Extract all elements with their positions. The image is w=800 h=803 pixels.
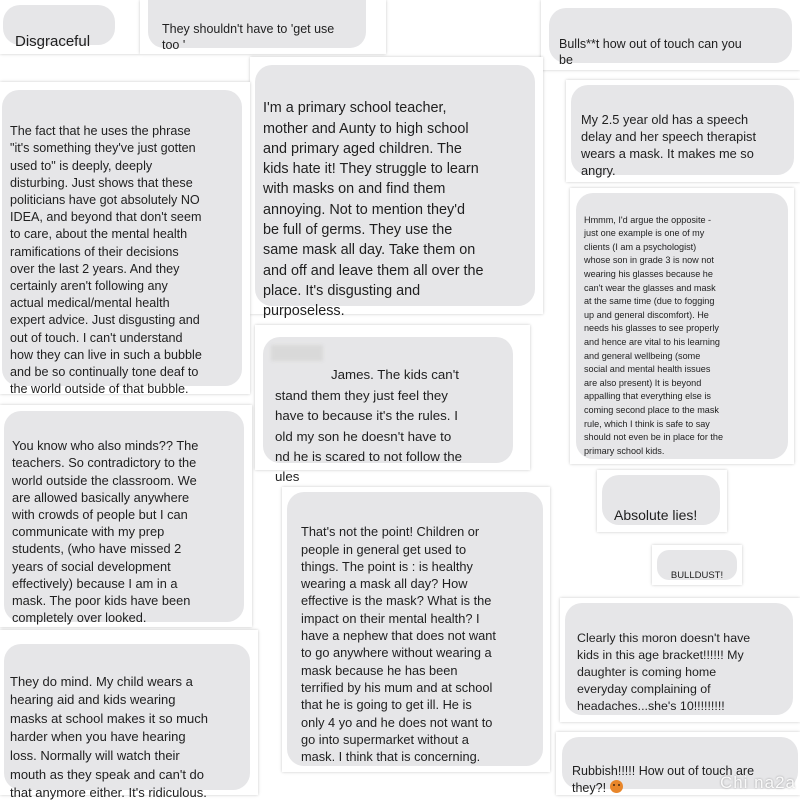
comment-text: That's not the point! Children or people in general get used to things. The point is : is healthy wearing a mask all day? How effective is the mask? What is the impact on their mental health? I have a nephew that does not want to go anywhere without wearing a mask because he has been terrified by his mum and at school that he is going to get ill. He is only 4 yo and he does not want to go into supermarket without a mask. I think that is concerning. [301, 524, 496, 765]
comment-bubble [4, 644, 250, 801]
comment-text: Absolute lies! [614, 507, 698, 523]
comment-bubble [565, 603, 793, 715]
comment-card-bulldust [652, 545, 742, 585]
comment-text: The fact that he uses the phrase "it's something they've just gotten used to" is deeply, deeply disturbing. Just shows that these politicians have got absolutely NO IDEA, and beyond that don't seem to care, about the mental health ramifications of their decisions over the last 2 years. And they certainly aren't following any actual medical/mental health expert advice. Just disgusting and out of touch. I can't understand how they can live in such a bubble and be so continually tone deaf to the world outside of that bubble. [10, 124, 202, 397]
comment-card-bulls-out-of-touch [541, 0, 800, 70]
comment-card-psychologist [570, 188, 794, 464]
comment-bubble [571, 85, 794, 178]
comment-text: My 2.5 year old has a speech delay and her speech therapist wears a mask. It makes me so angry. [581, 112, 757, 178]
comment-text: Disgraceful [15, 33, 91, 50]
comment-bubble [549, 8, 792, 67]
comment-bubble [3, 5, 115, 50]
watermark: Chi na2a [719, 773, 796, 792]
comment-card-shouldnt-have-to [140, 0, 386, 54]
comment-bubble [255, 65, 535, 320]
comment-card-primary-teacher [250, 57, 543, 320]
comment-text: Rubbish!!!!! How out of touch are they?! [572, 764, 755, 795]
comment-text: Clearly this moron doesn't have kids in this age bracket!!!!!! My daughter is coming home everyday complaining of headaches...she's 10!!!!!!!!! [577, 631, 751, 713]
comment-bubble [2, 90, 242, 397]
comment-bubble [657, 550, 737, 580]
comment-text: Bulls**t how out of touch can you be [559, 37, 742, 67]
comment-bubble [602, 475, 720, 525]
comment-card-deeply-disturbing [0, 82, 250, 397]
comment-card-absolute-lies [597, 470, 727, 532]
comment-text: BULLDUST! [670, 570, 724, 581]
comment-text: You know who also minds?? The teachers. So contradictory to the world outside the classroom. We are allowed basically anywhere with crowds of people but I can communicate with my prep students, (who have missed 2 years of social development effectively) because I am in a mask. The poor kids have been completely over looked. [12, 438, 199, 626]
comment-card-teachers-mind [0, 405, 252, 627]
angry-face-icon [610, 780, 623, 793]
comment-card-moron [560, 598, 800, 722]
comment-text: They do mind. My child wears a hearing aid and kids wearing masks at school makes it so much harder when you have hearing loss. Normally will watch their mouth as they speak and can't do that anymore either. It's ridiculous. [10, 673, 208, 801]
comment-bubble [148, 0, 366, 52]
comment-bubble [576, 193, 788, 459]
comment-bubble [4, 411, 244, 626]
comment-card-not-the-point [282, 487, 550, 772]
comment-text: James. The kids can't stand them they just feel they have to because it's the rules. I old my son he doesn't have to nd he is scared to not follow the ules [275, 367, 463, 485]
comment-card-disgraceful [0, 0, 140, 54]
comment-card-speech-delay [566, 80, 800, 182]
comment-text: They shouldn't have to 'get use too ' [162, 22, 335, 52]
comment-text: Hmmm, I'd argue the opposite - just one example is one of my clients (I am a psychologist) whose son in grade 3 is now not wearing his glasses because he can't wear the glasses and mask at the same time (due to fogging up and general discomfort). He needs his glasses to see properly and hence are vital to his learning and general wellbeing (some social and mental health issues are also present) It is beyond appalling that everything else is coming second place to the mask rule, which I think is safe to say should not even be in place for the primary school kids. [584, 214, 724, 456]
comment-bubble [287, 492, 543, 766]
comment-card-hearing-aid [0, 630, 258, 801]
comment-card-james [255, 325, 530, 485]
redacted-name [271, 345, 323, 361]
comment-text: I'm a primary school teacher, mother and Aunty to high school and primary aged children. The kids hate it! They struggle to learn with masks on and find them annoying. Not to mention they'd be full of germs. They use the same mask all day. Take them on and off and leave them all over the place. It's disgusting and purposeless. [263, 100, 484, 320]
